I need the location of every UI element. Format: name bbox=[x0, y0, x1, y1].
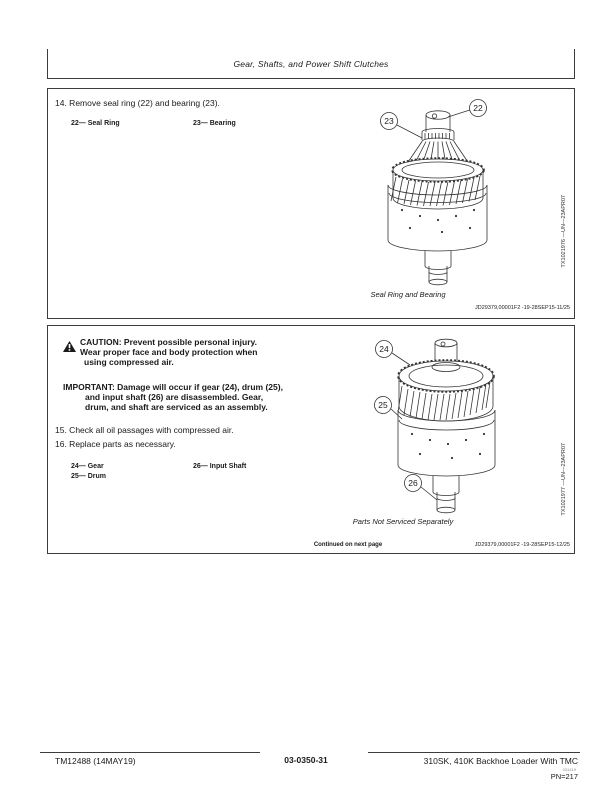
legend-25: 25— Drum bbox=[71, 473, 107, 480]
step-15-text: 15. Check all oil passages with compressed air. bbox=[55, 425, 234, 435]
figure-seal-ring-bearing bbox=[358, 98, 530, 290]
procedure-block-1 bbox=[47, 88, 575, 319]
figure-2-caption: Parts Not Serviced Separately bbox=[352, 517, 454, 526]
figure-1-caption: Seal Ring and Bearing bbox=[370, 290, 446, 299]
important-line-1: IMPORTANT: Damage will occur if gear (24), drum (25), bbox=[63, 382, 283, 392]
callout-25 bbox=[375, 397, 403, 420]
caution-block bbox=[80, 337, 257, 367]
footer-manual-number: TM12488 (14MAY19) bbox=[55, 756, 136, 766]
legend-23: 23— Bearing bbox=[193, 120, 236, 127]
callout-22 bbox=[448, 100, 487, 118]
clutch-assembly-drawing-2 bbox=[352, 334, 524, 520]
figure-1-image-ref: TX1021976 —UN—23APR07 bbox=[561, 195, 567, 268]
svg-text:23: 23 bbox=[384, 116, 394, 126]
caution-line-1: CAUTION: Prevent possible personal injury. bbox=[80, 337, 257, 347]
section-title: Gear, Shafts, and Power Shift Clutches bbox=[233, 58, 389, 69]
footer-rule-right bbox=[368, 752, 580, 753]
running-header bbox=[47, 49, 575, 79]
svg-text:25: 25 bbox=[378, 400, 388, 410]
important-line-3: drum, and shaft are serviced as an assembly. bbox=[85, 402, 268, 412]
legend-24: 24— Gear bbox=[71, 463, 104, 470]
svg-text:26: 26 bbox=[408, 478, 418, 488]
legend-22: 22— Seal Ring bbox=[71, 120, 120, 127]
clutch-assembly-drawing-1 bbox=[358, 98, 530, 290]
svg-text:22: 22 bbox=[473, 103, 483, 113]
important-line-2: and input shaft (26) are disassembled. Gear, bbox=[85, 392, 264, 402]
footer-model-title: 310SK, 410K Backhoe Loader With TMC bbox=[423, 756, 578, 766]
callout-23 bbox=[381, 113, 423, 139]
footer-print-code: 031419 bbox=[562, 767, 576, 772]
figure-2-image-ref: TX1021977 —UN—23APR07 bbox=[561, 443, 567, 516]
figure-1-doc-ref: JD29379,00001F2 -19-28SEP15-11/25 bbox=[475, 305, 570, 311]
step-14-text: 14. Remove seal ring (22) and bearing (23). bbox=[55, 98, 220, 108]
procedure-block-2 bbox=[47, 325, 575, 554]
footer-page-code: 03-0350-31 bbox=[284, 755, 328, 765]
warning-triangle-icon bbox=[63, 340, 76, 358]
continued-note: Continued on next page bbox=[313, 542, 383, 548]
svg-text:24: 24 bbox=[379, 344, 389, 354]
caution-line-3: using compressed air. bbox=[84, 357, 174, 367]
caution-line-2: Wear proper face and body protection when bbox=[80, 347, 258, 357]
legend-26: 26— Input Shaft bbox=[193, 463, 247, 470]
important-block bbox=[63, 382, 283, 412]
step-16-text: 16. Replace parts as necessary. bbox=[55, 439, 176, 449]
figure-2-doc-ref: JD29379,00001F2 -19-28SEP15-12/25 bbox=[474, 542, 570, 548]
footer-pn: PN=217 bbox=[550, 772, 578, 781]
figure-parts-not-serviced bbox=[352, 334, 524, 520]
footer-rule-left bbox=[40, 752, 260, 753]
callout-24 bbox=[376, 341, 411, 366]
callout-26 bbox=[405, 475, 438, 501]
